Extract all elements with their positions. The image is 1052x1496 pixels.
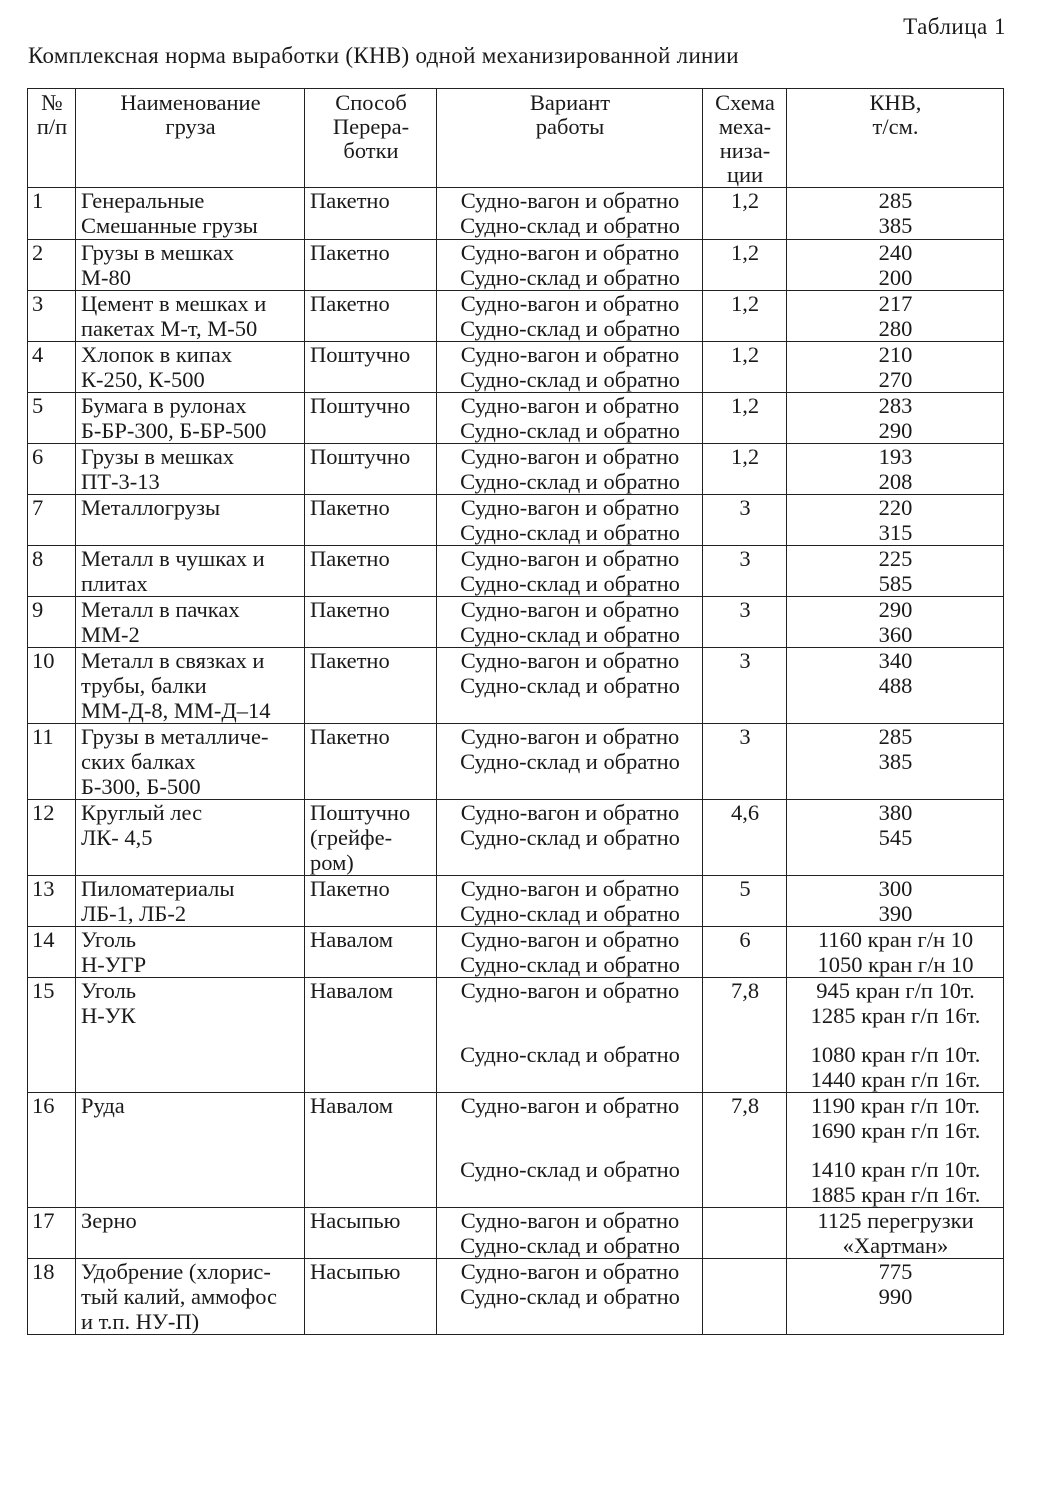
cell-line: Уголь xyxy=(81,927,137,952)
cell-variant xyxy=(437,342,703,393)
cell-cargo xyxy=(76,1093,305,1208)
cell-scheme: 3 xyxy=(703,724,787,800)
cell-line: Судно-вагон и обратно xyxy=(460,393,680,418)
cell-cargo xyxy=(76,876,305,927)
cell-line: Судно-склад и обратно xyxy=(460,1157,680,1182)
cell-num: 13 xyxy=(28,876,76,927)
cell-line: 200 xyxy=(878,265,913,290)
cell-line: и т.п. НУ-П) xyxy=(81,1309,200,1334)
cell-scheme: 3 xyxy=(703,597,787,648)
cell-line: Руда xyxy=(81,1093,125,1118)
cell-line: Судно-склад и обратно xyxy=(460,367,680,392)
cell-cargo xyxy=(76,1259,305,1335)
cell-line: Металл в чушках и xyxy=(81,546,265,571)
cell-line: Судно-вагон и обратно xyxy=(460,927,680,952)
header-cargo xyxy=(76,89,305,188)
cell-line: Судно-вагон и обратно xyxy=(460,495,680,520)
cell-cargo xyxy=(76,597,305,648)
cell-scheme: 5 xyxy=(703,876,787,927)
cell-line: Б-БР-300, Б-БР-500 xyxy=(81,418,267,443)
cell-line: 285 xyxy=(878,188,913,213)
cell-knv xyxy=(787,393,1004,444)
cell-scheme: 7,8 xyxy=(703,978,787,1093)
line-gap xyxy=(792,1028,999,1042)
cell-scheme: 1,2 xyxy=(703,444,787,495)
cell-cargo xyxy=(76,1208,305,1259)
cell-variant xyxy=(437,724,703,800)
cell-num: 17 xyxy=(28,1208,76,1259)
table-row xyxy=(28,597,1004,648)
cell-line: 545 xyxy=(878,825,913,850)
cell-variant xyxy=(437,648,703,724)
cell-line: 380 xyxy=(878,800,913,825)
cell-line: Судно-вагон и обратно xyxy=(460,724,680,749)
cell-line: Вариант xyxy=(529,90,611,115)
cell-method xyxy=(305,1259,437,1335)
cell-line: 585 xyxy=(878,571,913,596)
cell-line: ЛК- 4,5 xyxy=(81,825,153,850)
cell-variant xyxy=(437,597,703,648)
cell-line: ром) xyxy=(310,850,354,875)
cell-method xyxy=(305,1093,437,1208)
cell-method xyxy=(305,393,437,444)
cell-line: груза xyxy=(165,114,216,139)
cell-method xyxy=(305,546,437,597)
cell-line: Судно-склад и обратно xyxy=(460,418,680,443)
cell-line: 1410 кран г/п 10т. xyxy=(810,1157,981,1182)
cell-line: Пакетно xyxy=(310,291,390,316)
cell-line: 208 xyxy=(878,469,913,494)
cell-line: 1440 кран г/п 16т. xyxy=(810,1067,981,1092)
cell-cargo xyxy=(76,444,305,495)
cell-line: 1125 перегрузки xyxy=(817,1208,974,1233)
cell-cargo xyxy=(76,978,305,1093)
cell-line: 945 кран г/п 10т. xyxy=(816,978,975,1003)
cell-line: Хлопок в кипах xyxy=(81,342,233,367)
cell-line: трубы, балки xyxy=(81,673,207,698)
cell-cargo xyxy=(76,927,305,978)
cell-line: Б-300, Б-500 xyxy=(81,774,201,799)
cell-line: 1690 кран г/п 16т. xyxy=(810,1118,981,1143)
cell-knv xyxy=(787,927,1004,978)
cell-line: ции xyxy=(726,162,764,187)
cell-line: 775 xyxy=(878,1259,913,1284)
cell-line: 290 xyxy=(878,597,913,622)
cell-line: Судно-склад и обратно xyxy=(460,749,680,774)
table-row xyxy=(28,1208,1004,1259)
cell-cargo xyxy=(76,724,305,800)
cell-knv xyxy=(787,800,1004,876)
table-row xyxy=(28,724,1004,800)
header-variant xyxy=(437,89,703,188)
cell-line: пакетах М-т, М-50 xyxy=(81,316,258,341)
cell-line: Пакетно xyxy=(310,724,390,749)
cell-method xyxy=(305,876,437,927)
line-gap xyxy=(792,1143,999,1157)
cell-line: 285 xyxy=(878,724,913,749)
cell-line: (грейфе- xyxy=(310,825,393,850)
cell-num: 4 xyxy=(28,342,76,393)
cell-line: Поштучно xyxy=(310,800,411,825)
cell-line: 1885 кран г/п 16т. xyxy=(810,1182,981,1207)
cell-line: Цемент в мешках и xyxy=(81,291,267,316)
cell-method xyxy=(305,978,437,1093)
cell-line: 217 xyxy=(878,291,913,316)
cell-line: Судно-склад и обратно xyxy=(460,673,680,698)
cell-line: 488 xyxy=(878,673,913,698)
cell-num: 3 xyxy=(28,291,76,342)
cell-line: Пакетно xyxy=(310,597,390,622)
cell-knv xyxy=(787,291,1004,342)
cell-line: Судно-вагон и обратно xyxy=(460,1208,680,1233)
cell-line: 385 xyxy=(878,213,913,238)
table-header-row xyxy=(28,89,1004,188)
cell-line: Судно-склад и обратно xyxy=(460,213,680,238)
cell-line: Судно-вагон и обратно xyxy=(460,1093,680,1118)
line-gap xyxy=(442,1028,698,1042)
table-row xyxy=(28,978,1004,1093)
cell-line: Металл в пачках xyxy=(81,597,240,622)
cell-variant xyxy=(437,1208,703,1259)
cell-line: Пиломатериалы xyxy=(81,876,235,901)
cell-line: ММ-2 xyxy=(81,622,140,647)
cell-line: Бумага в рулонах xyxy=(81,393,247,418)
table-row xyxy=(28,291,1004,342)
cell-cargo xyxy=(76,291,305,342)
cell-knv xyxy=(787,724,1004,800)
cell-line: Судно-вагон и обратно xyxy=(460,240,680,265)
cell-line: Судно-склад и обратно xyxy=(460,1042,680,1067)
cell-line: К-250, К-500 xyxy=(81,367,205,392)
cell-line: Судно-склад и обратно xyxy=(460,825,680,850)
cell-line: 220 xyxy=(878,495,913,520)
cell-line: Пакетно xyxy=(310,648,390,673)
cell-line: 300 xyxy=(878,876,913,901)
cell-line: ЛБ-1, ЛБ-2 xyxy=(81,901,187,926)
cell-line: 340 xyxy=(878,648,913,673)
cell-scheme: 3 xyxy=(703,648,787,724)
table-row xyxy=(28,188,1004,240)
table-row xyxy=(28,800,1004,876)
cell-line: ММ-Д-8, ММ-Д–14 xyxy=(81,698,271,723)
cell-line: Судно-вагон и обратно xyxy=(460,978,680,1003)
cell-line: Судно-склад и обратно xyxy=(460,571,680,596)
cell-knv xyxy=(787,1093,1004,1208)
cell-line: Уголь xyxy=(81,978,137,1003)
cell-line: Удобрение (хлорис- xyxy=(81,1259,271,1284)
cell-line: Металл в связках и xyxy=(81,648,265,673)
cell-line: КНВ, xyxy=(869,90,922,115)
cell-scheme: 6 xyxy=(703,927,787,978)
table-row xyxy=(28,240,1004,291)
table-row xyxy=(28,876,1004,927)
cell-line: Пакетно xyxy=(310,188,390,213)
cell-scheme: 7,8 xyxy=(703,1093,787,1208)
cell-line: 1285 кран г/п 16т. xyxy=(810,1003,981,1028)
cell-line: М-80 xyxy=(81,265,131,290)
cell-cargo xyxy=(76,495,305,546)
cell-line: 225 xyxy=(878,546,913,571)
cell-method xyxy=(305,927,437,978)
cell-line: Судно-вагон и обратно xyxy=(460,1259,680,1284)
cell-num: 12 xyxy=(28,800,76,876)
cell-line: Судно-вагон и обратно xyxy=(460,291,680,316)
cell-line: Судно-вагон и обратно xyxy=(460,648,680,673)
cell-line: 990 xyxy=(878,1284,913,1309)
cell-line: Судно-вагон и обратно xyxy=(460,876,680,901)
cell-num: 8 xyxy=(28,546,76,597)
cell-scheme xyxy=(703,1259,787,1335)
cell-knv xyxy=(787,1208,1004,1259)
cell-num: 15 xyxy=(28,978,76,1093)
cell-cargo xyxy=(76,648,305,724)
cell-line: Судно-вагон и обратно xyxy=(460,546,680,571)
cell-line: № xyxy=(41,90,63,115)
cell-num: 10 xyxy=(28,648,76,724)
cell-knv xyxy=(787,240,1004,291)
cell-line: Судно-склад и обратно xyxy=(460,1233,680,1258)
table-row xyxy=(28,927,1004,978)
cell-scheme: 1,2 xyxy=(703,342,787,393)
cell-method xyxy=(305,291,437,342)
cell-num: 6 xyxy=(28,444,76,495)
cell-variant xyxy=(437,240,703,291)
cell-method xyxy=(305,800,437,876)
cell-variant xyxy=(437,978,703,1093)
cell-line: Судно-вагон и обратно xyxy=(460,188,680,213)
cell-knv xyxy=(787,1259,1004,1335)
cell-line: Судно-склад и обратно xyxy=(460,316,680,341)
cell-line: т/см. xyxy=(872,114,919,139)
cell-knv xyxy=(787,342,1004,393)
cell-variant xyxy=(437,444,703,495)
cell-variant xyxy=(437,546,703,597)
cell-variant xyxy=(437,1093,703,1208)
cell-line: низа- xyxy=(719,138,771,163)
cell-scheme: 3 xyxy=(703,546,787,597)
cell-num: 1 xyxy=(28,188,76,240)
table-body xyxy=(28,188,1004,1335)
line-gap xyxy=(442,1143,698,1157)
cell-line: ПТ-3-13 xyxy=(81,469,160,494)
cell-variant xyxy=(437,495,703,546)
cell-line: 1160 кран г/н 10 xyxy=(817,927,974,952)
cell-line: Судно-склад и обратно xyxy=(460,1284,680,1309)
cell-scheme: 1,2 xyxy=(703,188,787,240)
cell-line: Насыпью xyxy=(310,1259,401,1284)
cell-line: Пакетно xyxy=(310,876,390,901)
table-row xyxy=(28,546,1004,597)
cell-line: тый калий, аммофос xyxy=(81,1284,278,1309)
cell-scheme xyxy=(703,1208,787,1259)
cell-method xyxy=(305,342,437,393)
cell-scheme: 1,2 xyxy=(703,291,787,342)
cell-line: Судно-склад и обратно xyxy=(460,952,680,977)
cell-variant xyxy=(437,188,703,240)
cell-line: Судно-вагон и обратно xyxy=(460,800,680,825)
table-row xyxy=(28,1093,1004,1208)
cell-line: плитах xyxy=(81,571,148,596)
cell-line: 210 xyxy=(878,342,913,367)
cell-method xyxy=(305,724,437,800)
cell-scheme: 1,2 xyxy=(703,240,787,291)
line-spacer xyxy=(442,1003,698,1028)
cell-line: Судно-вагон и обратно xyxy=(460,342,680,367)
cell-line: 360 xyxy=(878,622,913,647)
cell-knv xyxy=(787,495,1004,546)
cell-knv xyxy=(787,444,1004,495)
table-number-label: Таблица 1 xyxy=(903,14,1006,39)
cell-line: работы xyxy=(535,114,605,139)
header-method xyxy=(305,89,437,188)
cell-variant xyxy=(437,291,703,342)
cell-line: Пакетно xyxy=(310,546,390,571)
cell-line: Перера- xyxy=(332,114,410,139)
cell-line: Навалом xyxy=(310,927,394,952)
cell-num: 2 xyxy=(28,240,76,291)
cell-knv xyxy=(787,978,1004,1093)
cell-scheme: 1,2 xyxy=(703,393,787,444)
header-num xyxy=(28,89,76,188)
cell-line: Поштучно xyxy=(310,342,411,367)
cell-line: Судно-вагон и обратно xyxy=(460,444,680,469)
cell-line: Поштучно xyxy=(310,393,411,418)
cell-line: Металлогрузы xyxy=(81,495,221,520)
cell-cargo xyxy=(76,546,305,597)
cell-line: ботки xyxy=(343,138,399,163)
cell-method xyxy=(305,444,437,495)
cell-line: Судно-склад и обратно xyxy=(460,265,680,290)
cell-cargo xyxy=(76,240,305,291)
table-row xyxy=(28,444,1004,495)
cell-line: 290 xyxy=(878,418,913,443)
cell-variant xyxy=(437,876,703,927)
cell-cargo xyxy=(76,393,305,444)
cell-line: Судно-склад и обратно xyxy=(460,622,680,647)
cell-line: Судно-склад и обратно xyxy=(460,469,680,494)
cell-variant xyxy=(437,927,703,978)
cell-line: Судно-склад и обратно xyxy=(460,901,680,926)
cell-line: Грузы в мешках xyxy=(81,444,235,469)
table-row xyxy=(28,393,1004,444)
cell-knv xyxy=(787,546,1004,597)
cell-line: 315 xyxy=(878,520,913,545)
cell-line: «Хартман» xyxy=(842,1233,949,1258)
table-row xyxy=(28,342,1004,393)
cell-knv xyxy=(787,876,1004,927)
cell-line: Грузы в металличе- xyxy=(81,724,269,749)
cell-line: Навалом xyxy=(310,1093,394,1118)
cell-knv xyxy=(787,188,1004,240)
cell-num: 14 xyxy=(28,927,76,978)
header-scheme xyxy=(703,89,787,188)
cell-line: 193 xyxy=(878,444,913,469)
cell-line: Круглый лес xyxy=(81,800,203,825)
cell-cargo xyxy=(76,188,305,240)
cell-line: Схема xyxy=(715,90,775,115)
table-row xyxy=(28,648,1004,724)
cell-line: Генеральные xyxy=(81,188,205,213)
cell-num: 16 xyxy=(28,1093,76,1208)
cell-num: 18 xyxy=(28,1259,76,1335)
line-spacer xyxy=(442,1118,698,1143)
cell-method xyxy=(305,188,437,240)
cell-scheme: 3 xyxy=(703,495,787,546)
cell-line: Судно-склад и обратно xyxy=(460,520,680,545)
cell-method xyxy=(305,597,437,648)
cell-line: п/п xyxy=(36,114,68,139)
cell-line: Смешанные грузы xyxy=(81,213,258,238)
cell-line: Поштучно xyxy=(310,444,411,469)
cell-line: 390 xyxy=(878,901,913,926)
cell-line: Насыпью xyxy=(310,1208,401,1233)
cell-line: Способ xyxy=(335,90,407,115)
cell-method xyxy=(305,1208,437,1259)
document-title: Комплексная норма выработки (КНВ) одной механизированной линии xyxy=(28,43,739,68)
header-knv xyxy=(787,89,1004,188)
cell-line: меха- xyxy=(718,114,772,139)
cell-variant xyxy=(437,1259,703,1335)
cell-line: 1190 кран г/п 10т. xyxy=(810,1093,981,1118)
cell-line: 270 xyxy=(878,367,913,392)
cell-line: 1080 кран г/п 10т. xyxy=(810,1042,981,1067)
cell-variant xyxy=(437,393,703,444)
cell-num: 11 xyxy=(28,724,76,800)
cell-method xyxy=(305,495,437,546)
cell-line: Навалом xyxy=(310,978,394,1003)
cell-num: 5 xyxy=(28,393,76,444)
cell-line: Зерно xyxy=(81,1208,137,1233)
cell-line: 385 xyxy=(878,749,913,774)
cell-num: 7 xyxy=(28,495,76,546)
cell-line: Грузы в мешках xyxy=(81,240,235,265)
cell-cargo xyxy=(76,342,305,393)
cell-line: 283 xyxy=(878,393,913,418)
cell-method xyxy=(305,240,437,291)
table-row xyxy=(28,495,1004,546)
cell-line: Пакетно xyxy=(310,495,390,520)
cell-line: Н-УГР xyxy=(81,952,147,977)
cell-num: 9 xyxy=(28,597,76,648)
cell-method xyxy=(305,648,437,724)
cell-variant xyxy=(437,800,703,876)
cell-line: Наименование xyxy=(120,90,261,115)
cell-scheme: 4,6 xyxy=(703,800,787,876)
knv-table xyxy=(27,88,1004,1335)
cell-line: Судно-вагон и обратно xyxy=(460,597,680,622)
table-row xyxy=(28,1259,1004,1335)
cell-line: 240 xyxy=(878,240,913,265)
cell-knv xyxy=(787,597,1004,648)
cell-line: ских балках xyxy=(81,749,196,774)
cell-knv xyxy=(787,648,1004,724)
cell-line: Пакетно xyxy=(310,240,390,265)
cell-line: 280 xyxy=(878,316,913,341)
cell-line: Н-УК xyxy=(81,1003,136,1028)
cell-line: 1050 кран г/н 10 xyxy=(817,952,974,977)
cell-cargo xyxy=(76,800,305,876)
